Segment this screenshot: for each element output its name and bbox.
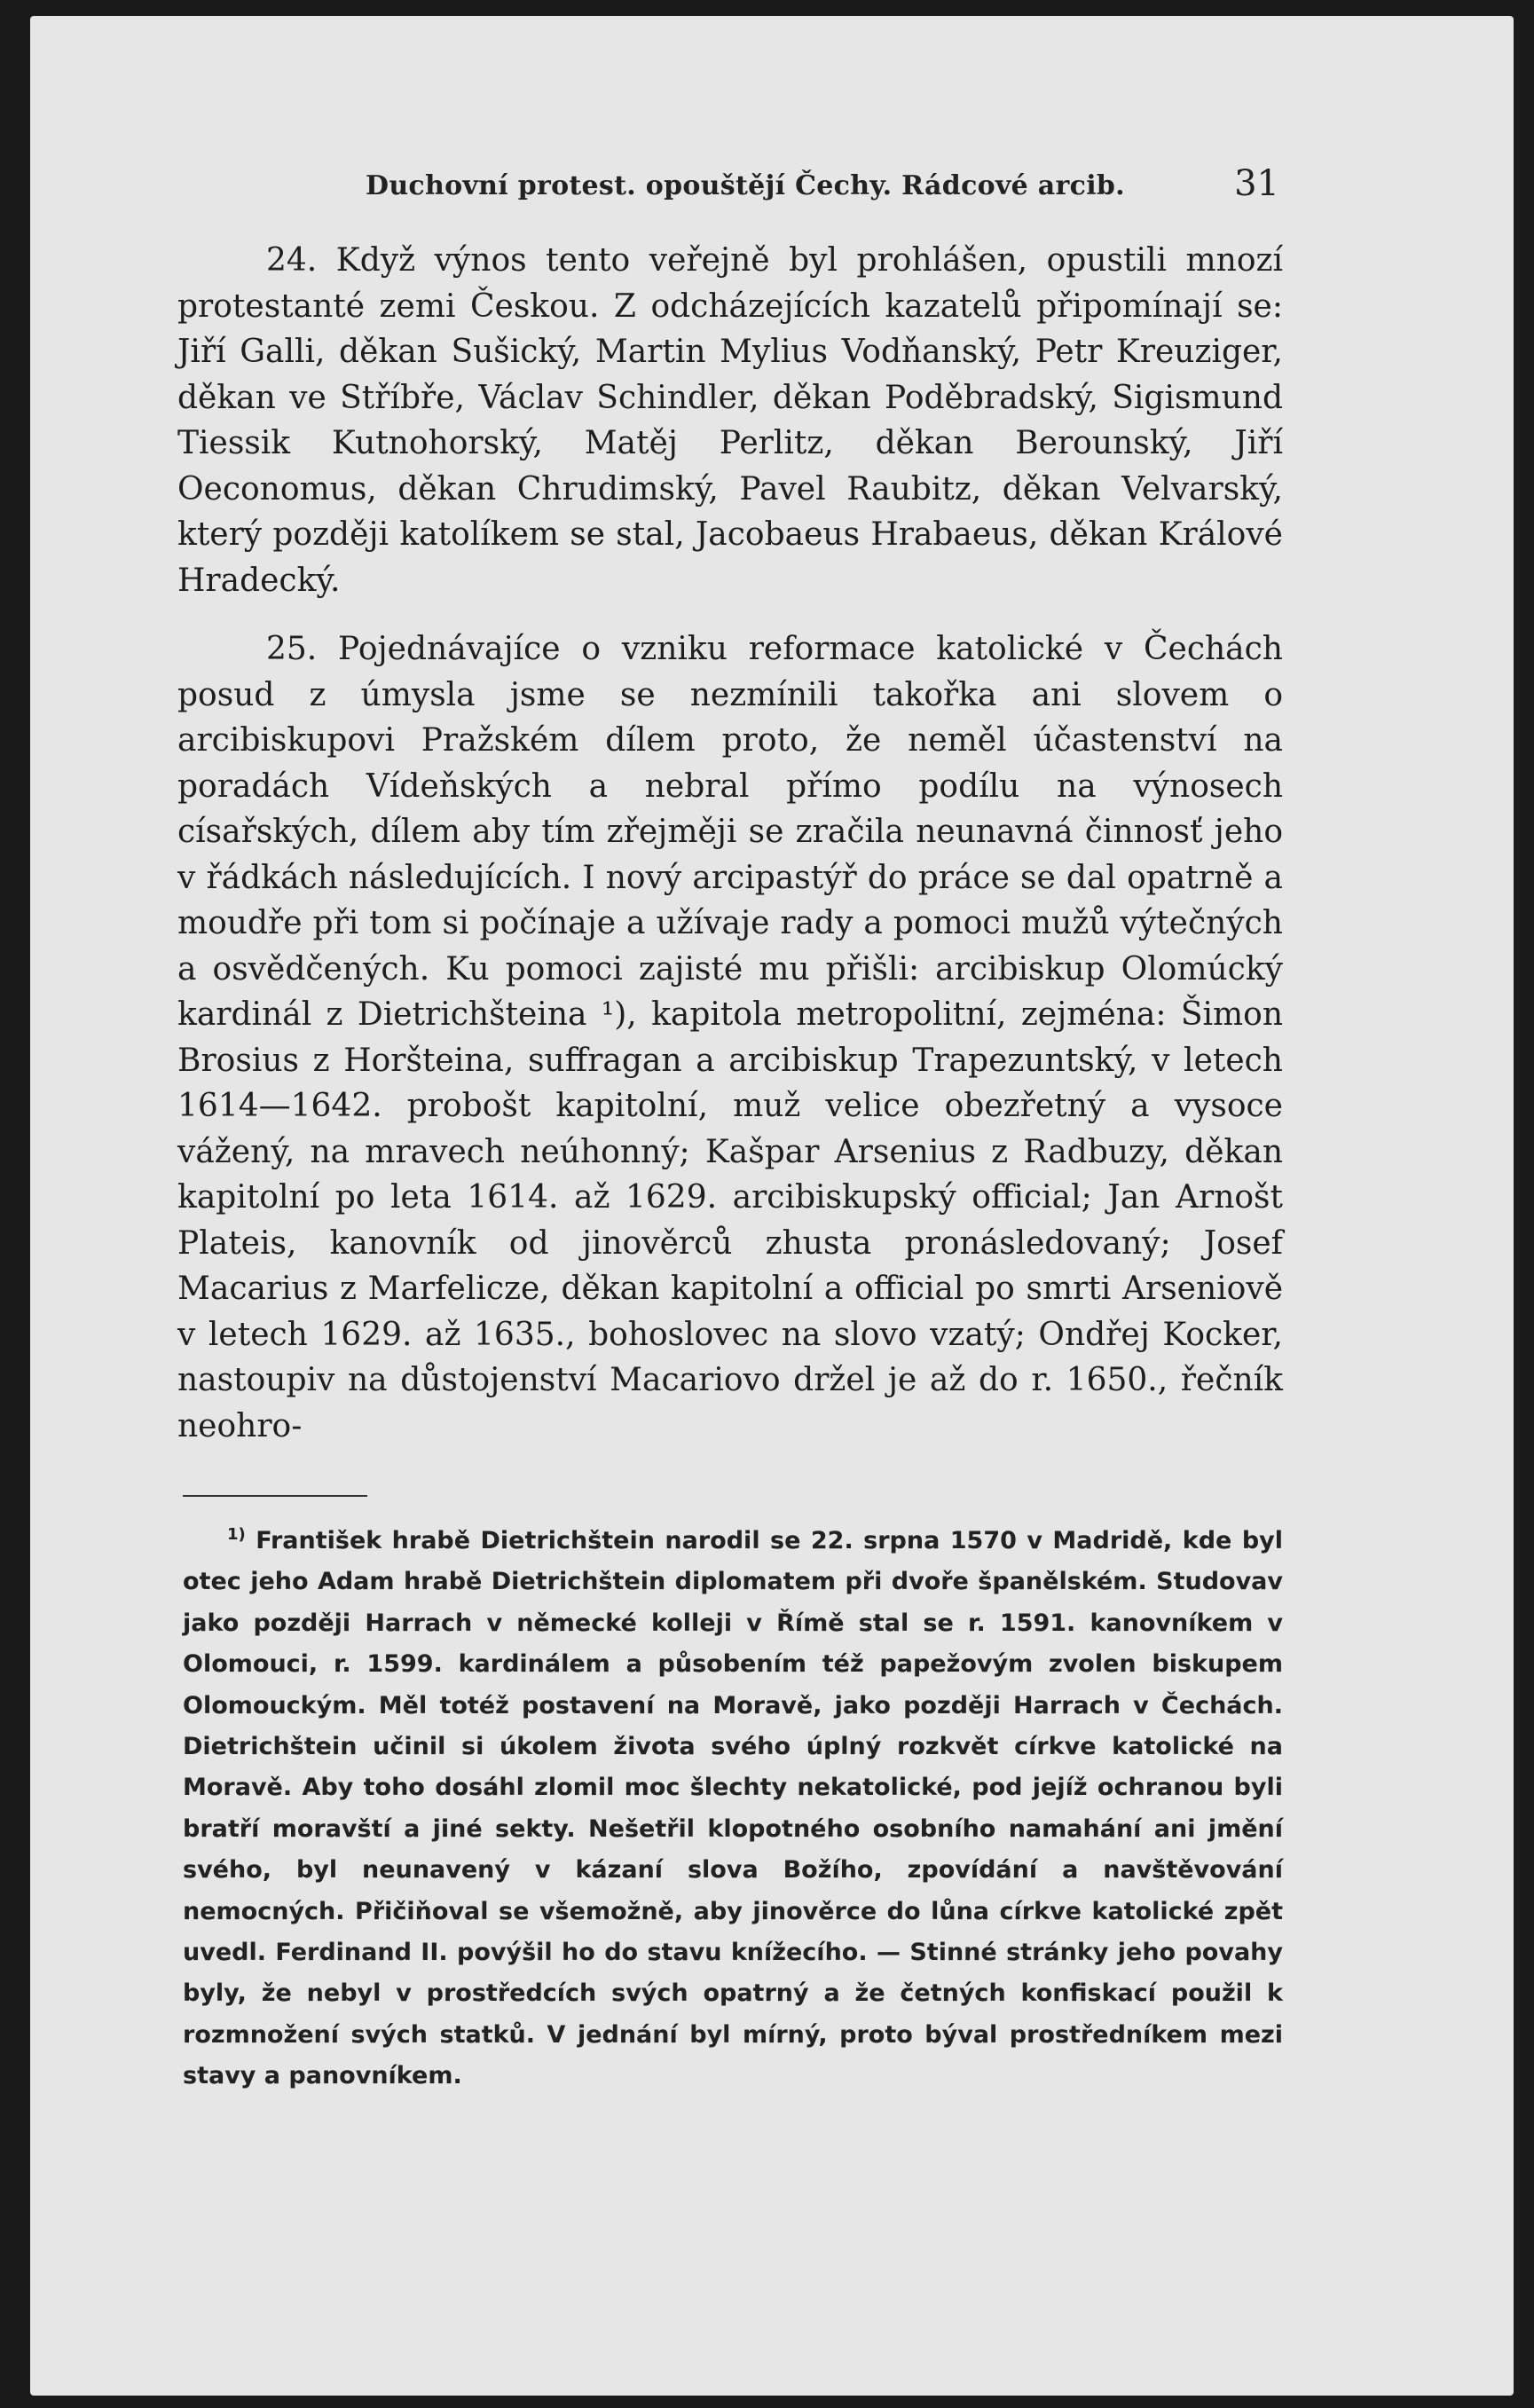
paragraph-25: 25. Pojednávajíce o vzniku reformace katolické v Čechách posud z úmysla jsme se nezmínili takořka ani slovem o arcibiskupovi Pražském dílem proto, že neměl účastenství na poradách Vídeňských a nebral přímo podílu na výnosech císařských, dílem aby tím zřejměji se zračila neunavná činnosť jeho v řádkách následujících. I nový arcipastýř do práce se dal opatrně a moudře při tom si počínaje a užívaje rady a pomoci mužů výtečných a osvědčených. Ku pomoci zajisté mu přišli: arcibiskup Olomúcký kardinál z Dietrichšteina ¹), kapitola metropolitní, zejména: Šimon Brosius z Horšteina, suffragan a arcibiskup Trapezuntský, v letech 1614—1642. probošt kapitolní, muž velice obezřetný a vysoce vážený, na mravech neúhonný; Kašpar Arsenius z Radbuzy, děkan kapitolní po leta 1614. až 1629. arcibiskupský official; Jan Arnošt Plateis, kanovník od jinověrců zhusta pronásledovaný; Josef Macarius z Marfelicze, děkan kapitolní a official po smrti Arseniově v letech 1629. až 1635., bohoslovec na slovo vzatý; Ondřej Kocker, nastoupiv na důstojenství Macariovo držel je až do r. 1650., řečník neohro- [177, 631, 1283, 1444]
running-head [332, 163, 1279, 216]
page-number: 31 [1234, 163, 1279, 204]
footnote [183, 1521, 1283, 2097]
footnote-separator [183, 1495, 367, 1497]
footnote-marker: 1) [227, 1525, 246, 1544]
paragraph-24: 24. Když výnos tento veřejně byl prohlášen, opustili mnozí protestanté zemi Českou. Z odcházejících kazatelů připomínají se: Jiří Galli, děkan Sušický, Martin Mylius Vodňanský, Petr Kreuziger, děkan ve Stříbře, Václav Schindler, děkan Poděbradský, Sigismund Tiessik Kutnohorský, Matěj Perlitz, děkan Berounský, Jiří Oeconomus, děkan Chrudimský, Pavel Raubitz, děkan Velvarský, který později katolíkem se stal, Jacobaeus Hrabaeus, děkan Králové Hradecký. [177, 242, 1283, 599]
main-text [177, 238, 1283, 1472]
running-head-title: Duchovní protest. opouštějí Čechy. Rádcové arcib. [366, 170, 1125, 201]
footnote-text: František hrabě Dietrichštein narodil se 22. srpna 1570 v Madridě, kde byl otec jeho Adam hrabě Dietrichštein diplomatem při dvoře španělském. Studovav jako později Harrach v německé kolleji v Římě stal se r. 1591. kanovníkem v Olomouci, r. 1599. kardinálem a působením též papežovým zvolen biskupem Olomouckým. Měl totéž postavení na Moravě, jako později Harrach v Čechách. Dietrichštein učinil si úkolem života svého úplný rozkvět církve katolické na Moravě. Aby toho dosáhl zlomil moc šlechty nekatolické, pod jejíž ochranou byli bratří moravští a jiné sekty. Nešetřil klopotného osobního namahání ani jmění svého, byl neunavený v kázaní slova Božího, zpovídání a navštěvování nemocných. Přičiňoval se všemožně, aby jinověrce do lůna církve katolické zpět uvedl. Ferdinand II. povýšil ho do stavu knížecího. — Stinné stránky jeho povahy byly, že nebyl v prostředcích svých opatrný a že četných konfiskací použil k rozmnožení svých statků. V jednání byl mírný, proto býval prostředníkem mezi stavy a panovníkem. [183, 1527, 1283, 2090]
